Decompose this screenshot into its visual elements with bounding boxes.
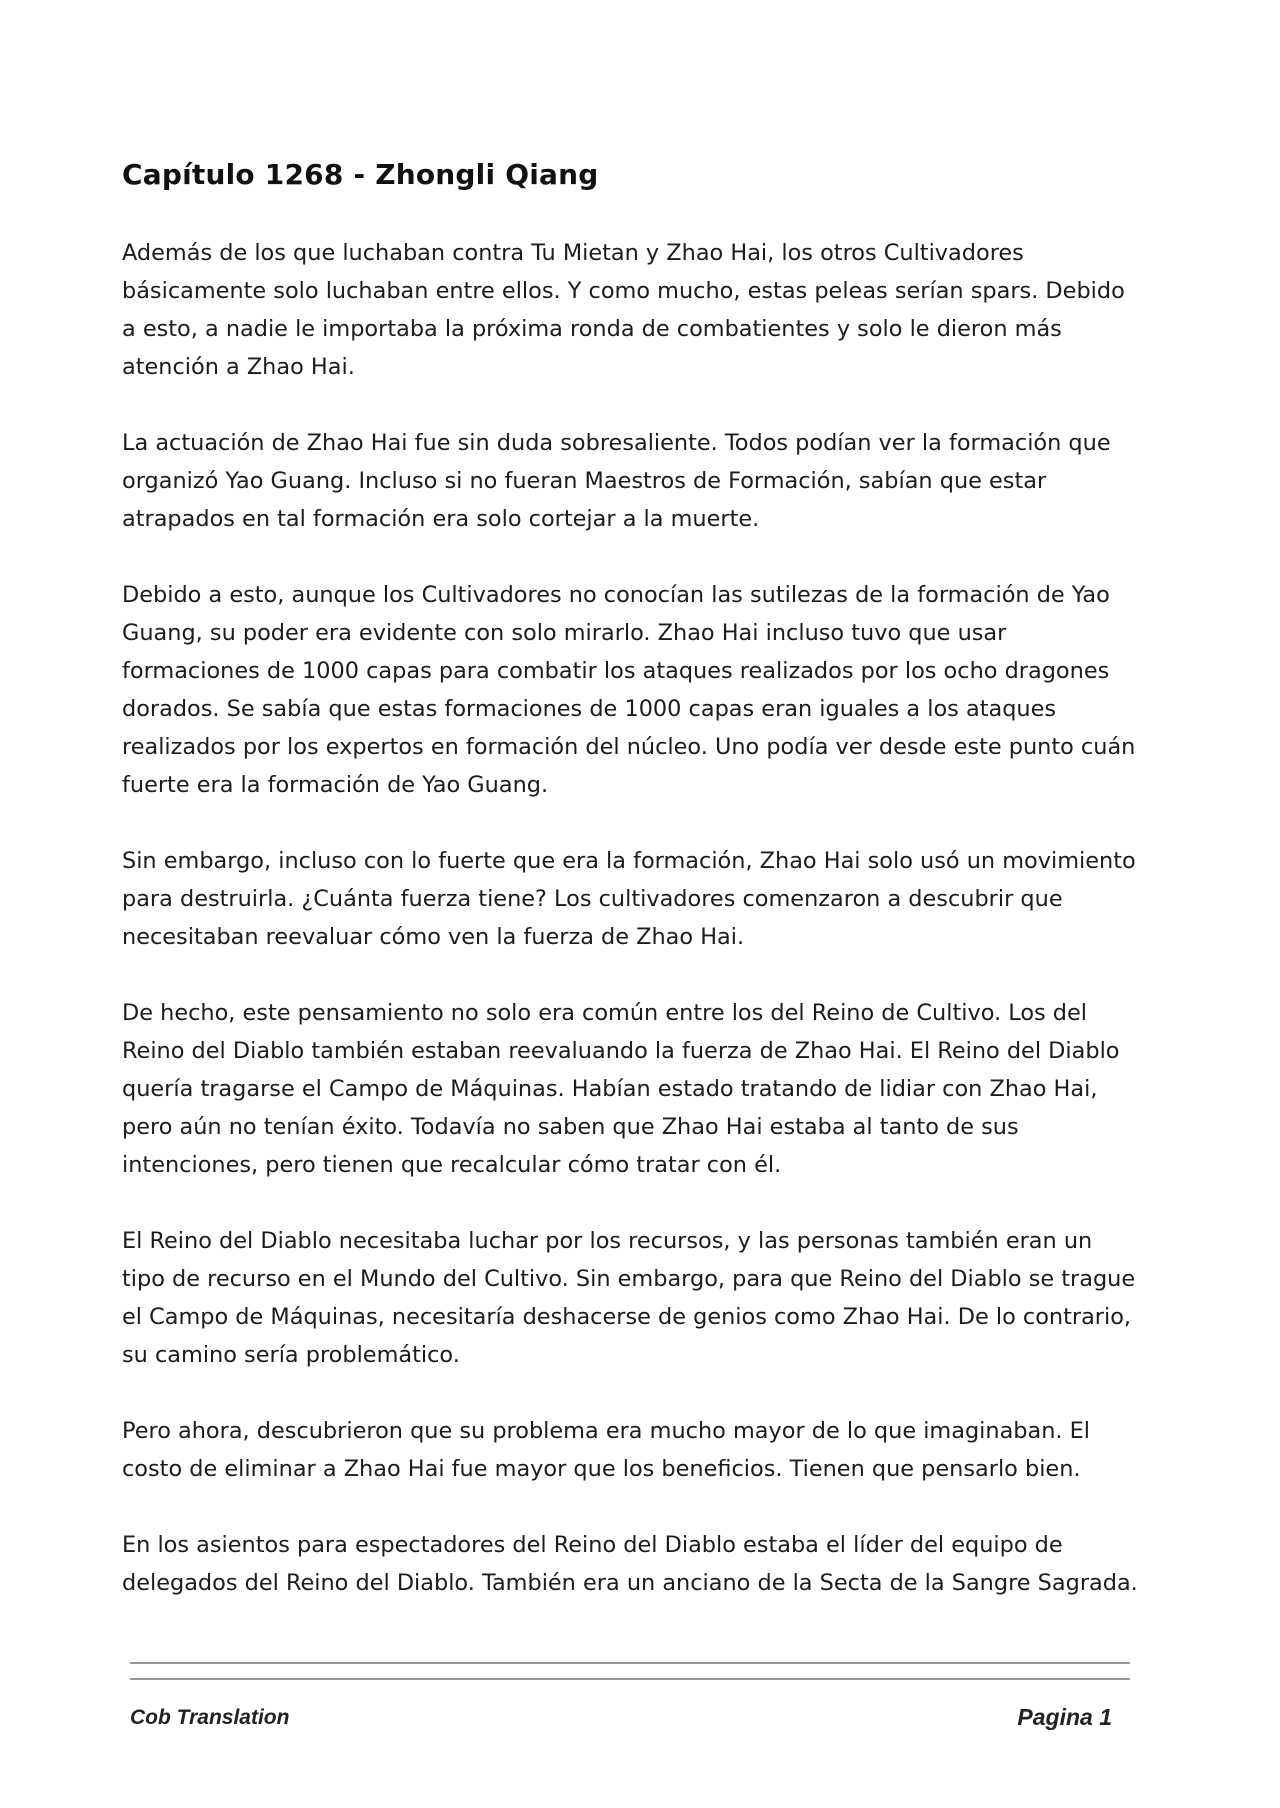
footer-divider-top [130,1662,1130,1664]
paragraph: La actuación de Zhao Hai fue sin duda sobresaliente. Todos podían ver la formación que organizó Yao Guang. Incluso si no fueran Maestros de Formación, sabían que estar atrapados en tal formación era solo cortejar a la muerte. [122,430,1111,532]
paragraph: De hecho, este pensamiento no solo era común entre los del Reino de Cultivo. Los del Reino del Diablo también estaban reevaluando la fuerza de Zhao Hai. El Reino del Diablo quería tragarse el Campo de Máquinas. Habían estado tratando de lidiar con Zhao Hai, pero aún no tenían éxito. Todavía no saben que Zhao Hai estaba al tanto de sus intenciones, pero tienen que recalcular cómo tratar con él. [122,1000,1120,1178]
footer-page-number: Pagina 1 [1017,1704,1112,1730]
paragraph: Pero ahora, descubrieron que su problema era mucho mayor de lo que imaginaban. El costo de eliminar a Zhao Hai fue mayor que los beneficios. Tienen que pensarlo bien. [122,1418,1091,1482]
chapter-body [122,234,1142,1640]
chapter-title: Capítulo 1268 - Zhongli Qiang [122,158,599,191]
paragraph: En los asientos para espectadores del Reino del Diablo estaba el líder del equipo de delegados del Reino del Diablo. También era un anciano de la Secta de la Sangre Sagrada. [122,1532,1138,1596]
footer-divider-bottom [130,1678,1130,1680]
paragraph: El Reino del Diablo necesitaba luchar por los recursos, y las personas también eran un tipo de recurso en el Mundo del Cultivo. Sin embargo, para que Reino del Diablo se trague el Campo de Máquinas, necesitaría deshacerse de genios como Zhao Hai. De lo contrario, su camino sería problemático. [122,1228,1136,1368]
paragraph: Además de los que luchaban contra Tu Mietan y Zhao Hai, los otros Cultivadores básicamente solo luchaban entre ellos. Y como mucho, estas peleas serían spars. Debido a esto, a nadie le importaba la próxima ronda de combatientes y solo le dieron más atención a Zhao Hai. [122,240,1125,380]
paragraph: Debido a esto, aunque los Cultivadores no conocían las sutilezas de la formación de Yao Guang, su poder era evidente con solo mirarlo. Zhao Hai incluso tuvo que usar formaciones de 1000 capas para combatir los ataques realizados por los ocho dragones dorados. Se sabía que estas formaciones de 1000 capas eran iguales a los ataques realizados por los expertos en formación del núcleo. Uno podía ver desde este punto cuán fuerte era la formación de Yao Guang. [122,582,1136,798]
footer-translator-credit: Cob Translation [130,1706,290,1729]
paragraph: Sin embargo, incluso con lo fuerte que era la formación, Zhao Hai solo usó un movimiento para destruirla. ¿Cuánta fuerza tiene? Los cultivadores comenzaron a descubrir que necesitaban reevaluar cómo ven la fuerza de Zhao Hai. [122,848,1136,950]
